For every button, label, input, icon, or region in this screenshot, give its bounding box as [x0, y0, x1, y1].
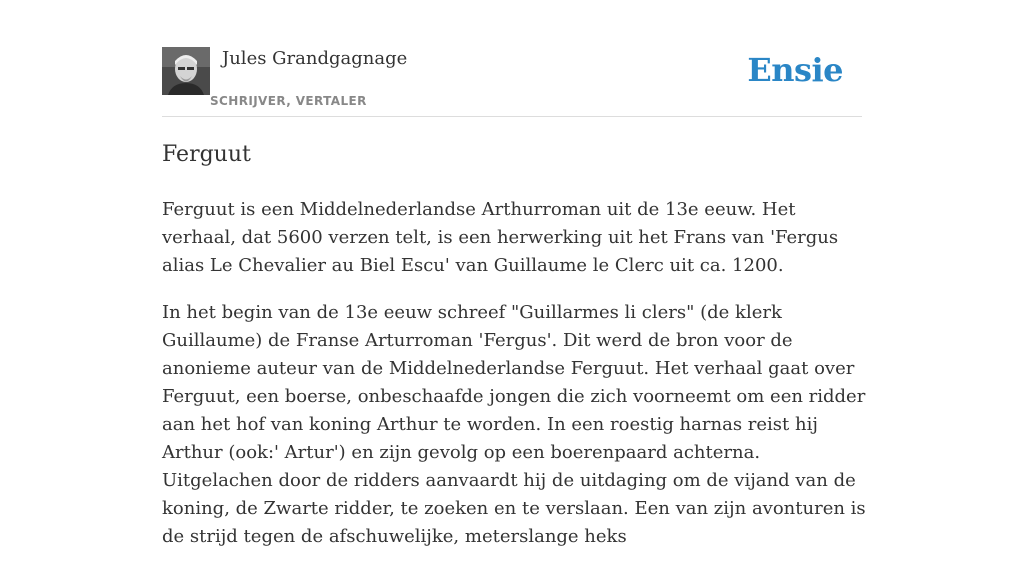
avatar-photo: [162, 47, 210, 95]
article-paragraph: Ferguut is een Middelnederlandse Arthurroman uit de 13e eeuw. Het verhaal, dat 5600 verzen telt, is een herwerking uit het Frans van 'Fergus alias Le Chevalier au Biel Escu' van Guillaume le Clerc uit ca. 1200.: [162, 199, 839, 276]
article-paragraph: In het begin van de 13e eeuw schreef "Guillarmes li clers" (de klerk Guillaume) de Franse Arturroman 'Fergus'. Dit werd de bron voor de anonieme auteur van de Middelnederlandse Ferguut. Het verhaal gaat over Ferguut, een boerse, onbeschaafde jongen die zich voorneemt om een ridder aan het hof van koning Arthur te worden. In een roestig harnas reist hij Arthur (ook:' Artur') en zijn gevolg op een boerenpaard achterna. Uitgelachen door de ridders aanvaardt hij de uitdaging om de vijand van de koning, de Zwarte ridder, te zoeken en te verslaan. Een van zijn avonturen is de strijd tegen de afschuwelijke, meterslange heks: [162, 302, 866, 547]
article: [162, 140, 872, 570]
ensie-logo[interactable]: Ensie: [747, 51, 843, 89]
author-avatar[interactable]: [162, 47, 210, 95]
author-role: SCHRIJVER, VERTALER: [210, 94, 367, 108]
article-title: Ferguut: [162, 142, 251, 167]
author-header: [162, 47, 862, 117]
author-name[interactable]: Jules Grandgagnage: [222, 48, 408, 69]
